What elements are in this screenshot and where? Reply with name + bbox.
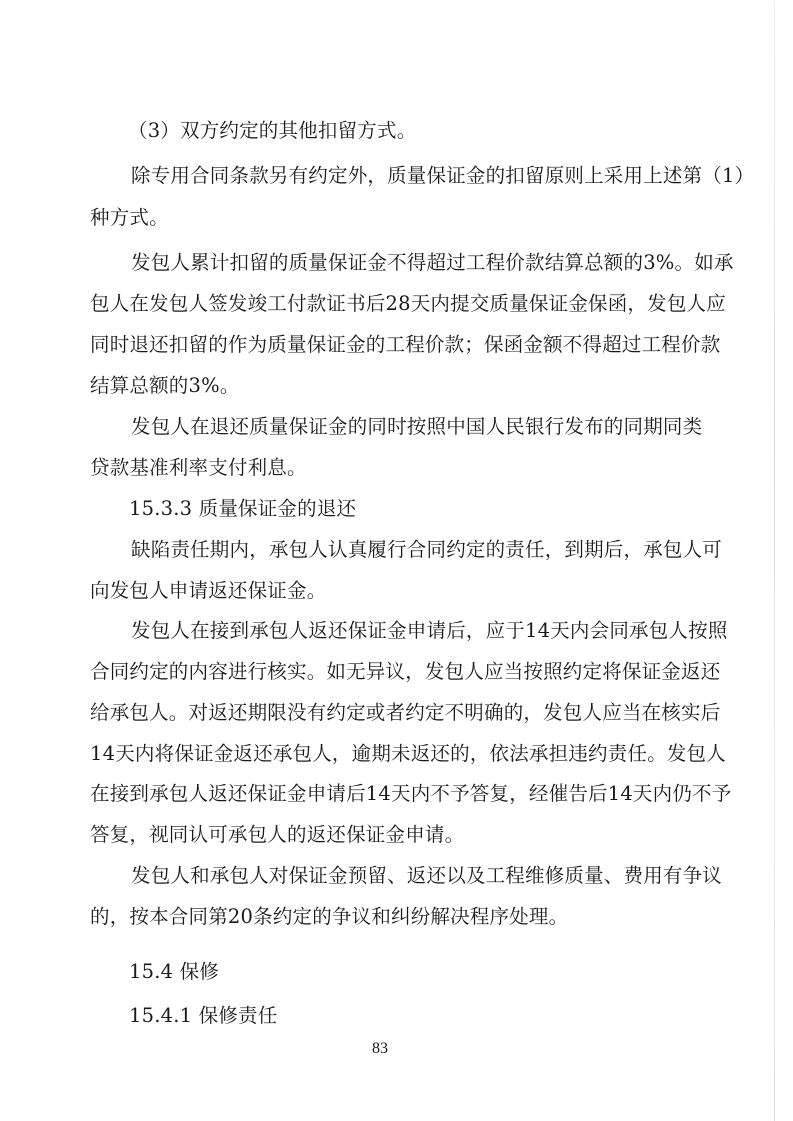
paragraph-line-19: 发包人和承包人对保证金预留、返还以及工程维修质量、费用有争议 <box>131 864 723 887</box>
scan-edge-line <box>774 0 775 1121</box>
paragraph-line-16: 14天内将保证金返还承包人，逾期未返还的，依法承担违约责任。发包人 <box>90 742 726 765</box>
section-heading-15-4-1: 15.4.1 保修责任 <box>129 1004 278 1027</box>
paragraph-line-5: 包人在发包人签发竣工付款证书后28天内提交质量保证金保函，发包人应 <box>90 292 726 315</box>
section-heading-15-3-3: 15.3.3 质量保证金的退还 <box>129 497 357 520</box>
paragraph-line-6: 同时退还扣留的作为质量保证金的工程价款；保函金额不得超过工程价款 <box>90 333 721 356</box>
paragraph-line-14: 合同约定的内容进行核实。如无异议，发包人应当按照约定将保证金返还 <box>90 660 721 683</box>
paragraph-line-15: 给承包人。对返还期限没有约定或者约定不明确的，发包人应当在核实后 <box>90 701 721 724</box>
paragraph-line-3: 种方式。 <box>90 206 169 229</box>
paragraph-line-12: 向发包人申请返还保证金。 <box>90 579 327 602</box>
paragraph-line-4: 发包人累计扣留的质量保证金不得超过工程价款结算总额的3%。如承 <box>131 251 734 274</box>
paragraph-line-13: 发包人在接到承包人返还保证金申请后，应于14天内会同承包人按照 <box>131 619 728 642</box>
paragraph-line-2: 除专用合同条款另有约定外，质量保证金的扣留原则上采用上述第（1） <box>131 164 755 187</box>
paragraph-line-9: 贷款基准利率支付利息。 <box>90 456 307 479</box>
paragraph-line-11: 缺陷责任期内，承包人认真履行合同约定的责任，到期后，承包人可 <box>131 538 723 561</box>
paragraph-line-18: 答复，视同认可承包人的返还保证金申请。 <box>90 823 465 846</box>
paragraph-line-20: 的，按本合同第20条约定的争议和纠纷解决程序处理。 <box>90 905 569 928</box>
paragraph-line-1: （3）双方约定的其他扣留方式。 <box>128 119 417 142</box>
paragraph-line-7: 结算总额的3%。 <box>90 374 240 397</box>
page-number: 83 <box>372 1040 388 1057</box>
paragraph-line-17: 在接到承包人返还保证金申请后14天内不予答复，经催告后14天内仍不予 <box>90 782 732 805</box>
section-heading-15-4: 15.4 保修 <box>129 960 220 983</box>
paragraph-line-8: 发包人在退还质量保证金的同时按照中国人民银行发布的同期同类 <box>131 415 703 438</box>
